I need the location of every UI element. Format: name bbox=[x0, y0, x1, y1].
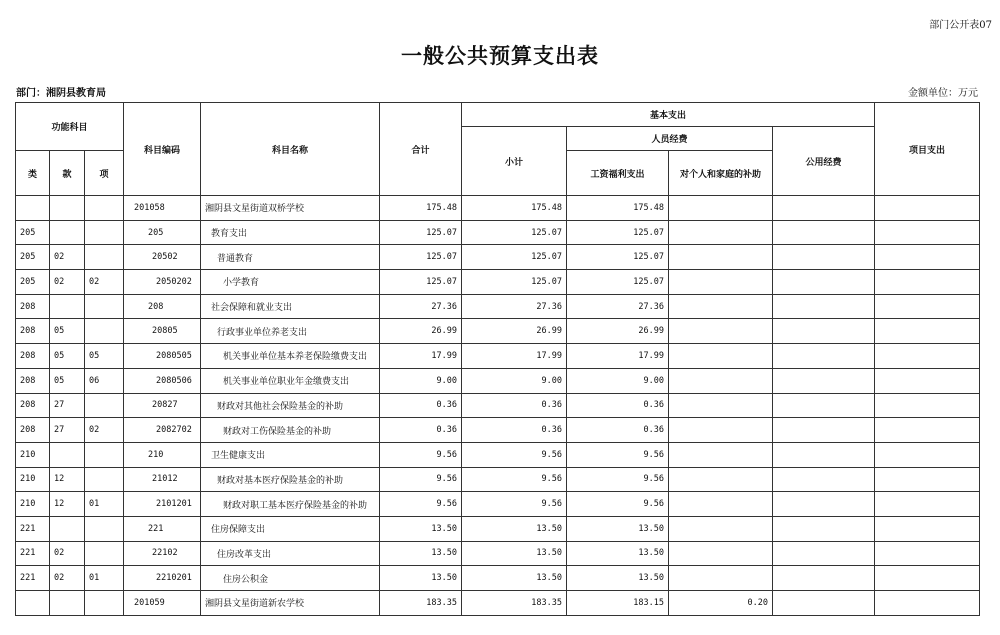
cell-xiang bbox=[85, 442, 124, 467]
cell-xiang: 01 bbox=[85, 566, 124, 591]
cell-kuan: 12 bbox=[50, 467, 85, 492]
cell-project bbox=[875, 442, 980, 467]
cell-code: 221 bbox=[124, 516, 201, 541]
cell-kuan bbox=[50, 196, 85, 221]
cell-public bbox=[773, 245, 875, 270]
cell-name: 普通教育 bbox=[201, 245, 380, 270]
cell-lei: 208 bbox=[16, 344, 50, 369]
cell-project bbox=[875, 541, 980, 566]
cell-xiang bbox=[85, 294, 124, 319]
cell-code: 2080505 bbox=[124, 344, 201, 369]
cell-subtotal: 9.00 bbox=[462, 368, 567, 393]
cell-code: 20502 bbox=[124, 245, 201, 270]
cell-total: 26.99 bbox=[380, 319, 462, 344]
cell-lei bbox=[16, 591, 50, 616]
cell-project bbox=[875, 418, 980, 443]
cell-subtotal: 13.50 bbox=[462, 541, 567, 566]
table-row bbox=[16, 467, 980, 492]
cell-project bbox=[875, 566, 980, 591]
cell-subsidy bbox=[669, 368, 773, 393]
header-subsidy: 对个人和家庭的补助 bbox=[669, 151, 773, 196]
cell-name: 住房公积金 bbox=[201, 566, 380, 591]
table-row bbox=[16, 319, 980, 344]
cell-code: 201059 bbox=[124, 591, 201, 616]
cell-subtotal: 0.36 bbox=[462, 418, 567, 443]
cell-name: 住房保障支出 bbox=[201, 516, 380, 541]
cell-subsidy bbox=[669, 566, 773, 591]
cell-wages: 9.00 bbox=[567, 368, 669, 393]
cell-wages: 175.48 bbox=[567, 196, 669, 221]
cell-public bbox=[773, 393, 875, 418]
table-row bbox=[16, 245, 980, 270]
cell-code: 2082702 bbox=[124, 418, 201, 443]
cell-project bbox=[875, 270, 980, 295]
cell-kuan: 27 bbox=[50, 418, 85, 443]
header-name: 科目名称 bbox=[201, 103, 380, 196]
header-lei: 类 bbox=[16, 151, 50, 196]
cell-xiang bbox=[85, 196, 124, 221]
cell-subtotal: 13.50 bbox=[462, 516, 567, 541]
table-row bbox=[16, 393, 980, 418]
cell-kuan: 05 bbox=[50, 368, 85, 393]
cell-public bbox=[773, 591, 875, 616]
cell-code: 201058 bbox=[124, 196, 201, 221]
cell-subsidy bbox=[669, 245, 773, 270]
cell-subtotal: 27.36 bbox=[462, 294, 567, 319]
cell-subtotal: 9.56 bbox=[462, 492, 567, 517]
cell-code: 21012 bbox=[124, 467, 201, 492]
cell-name: 社会保障和就业支出 bbox=[201, 294, 380, 319]
cell-wages: 9.56 bbox=[567, 442, 669, 467]
cell-total: 27.36 bbox=[380, 294, 462, 319]
cell-subsidy bbox=[669, 492, 773, 517]
cell-code: 22102 bbox=[124, 541, 201, 566]
cell-kuan: 02 bbox=[50, 541, 85, 566]
cell-total: 9.56 bbox=[380, 467, 462, 492]
cell-subsidy: 0.20 bbox=[669, 591, 773, 616]
cell-public bbox=[773, 492, 875, 517]
cell-subsidy bbox=[669, 344, 773, 369]
cell-subtotal: 125.07 bbox=[462, 270, 567, 295]
cell-subsidy bbox=[669, 220, 773, 245]
cell-name: 财政对基本医疗保险基金的补助 bbox=[201, 467, 380, 492]
cell-code: 20827 bbox=[124, 393, 201, 418]
cell-subtotal: 0.36 bbox=[462, 393, 567, 418]
cell-lei: 221 bbox=[16, 541, 50, 566]
cell-subsidy bbox=[669, 319, 773, 344]
cell-total: 183.35 bbox=[380, 591, 462, 616]
cell-subtotal: 9.56 bbox=[462, 442, 567, 467]
cell-xiang bbox=[85, 541, 124, 566]
cell-project bbox=[875, 245, 980, 270]
cell-xiang: 05 bbox=[85, 344, 124, 369]
cell-code: 205 bbox=[124, 220, 201, 245]
cell-code: 208 bbox=[124, 294, 201, 319]
cell-wages: 17.99 bbox=[567, 344, 669, 369]
cell-code: 20805 bbox=[124, 319, 201, 344]
cell-xiang: 06 bbox=[85, 368, 124, 393]
cell-lei: 208 bbox=[16, 368, 50, 393]
table-row bbox=[16, 541, 980, 566]
cell-name: 小学教育 bbox=[201, 270, 380, 295]
cell-kuan: 02 bbox=[50, 270, 85, 295]
cell-public bbox=[773, 541, 875, 566]
cell-subsidy bbox=[669, 196, 773, 221]
cell-wages: 27.36 bbox=[567, 294, 669, 319]
cell-project bbox=[875, 492, 980, 517]
cell-project bbox=[875, 344, 980, 369]
cell-total: 9.00 bbox=[380, 368, 462, 393]
cell-subtotal: 183.35 bbox=[462, 591, 567, 616]
cell-project bbox=[875, 220, 980, 245]
cell-lei: 208 bbox=[16, 294, 50, 319]
cell-subsidy bbox=[669, 467, 773, 492]
cell-public bbox=[773, 319, 875, 344]
cell-xiang: 02 bbox=[85, 418, 124, 443]
header-project: 项目支出 bbox=[875, 103, 980, 196]
cell-wages: 125.07 bbox=[567, 220, 669, 245]
budget-table bbox=[15, 102, 980, 616]
cell-wages: 9.56 bbox=[567, 467, 669, 492]
cell-kuan bbox=[50, 294, 85, 319]
cell-name: 财政对其他社会保险基金的补助 bbox=[201, 393, 380, 418]
cell-subsidy bbox=[669, 516, 773, 541]
cell-wages: 13.50 bbox=[567, 541, 669, 566]
cell-subtotal: 125.07 bbox=[462, 245, 567, 270]
cell-public bbox=[773, 368, 875, 393]
cell-public bbox=[773, 196, 875, 221]
cell-total: 9.56 bbox=[380, 442, 462, 467]
cell-public bbox=[773, 516, 875, 541]
cell-public bbox=[773, 442, 875, 467]
cell-lei: 208 bbox=[16, 418, 50, 443]
cell-code: 2050202 bbox=[124, 270, 201, 295]
cell-subsidy bbox=[669, 418, 773, 443]
cell-wages: 9.56 bbox=[567, 492, 669, 517]
cell-total: 125.07 bbox=[380, 220, 462, 245]
page-title: 一般公共预算支出表 bbox=[401, 43, 599, 68]
cell-wages: 125.07 bbox=[567, 270, 669, 295]
cell-subsidy bbox=[669, 270, 773, 295]
cell-lei: 210 bbox=[16, 442, 50, 467]
header-subtotal: 小计 bbox=[462, 127, 567, 196]
cell-subtotal: 13.50 bbox=[462, 566, 567, 591]
cell-xiang bbox=[85, 393, 124, 418]
cell-kuan bbox=[50, 442, 85, 467]
cell-project bbox=[875, 467, 980, 492]
cell-kuan: 27 bbox=[50, 393, 85, 418]
cell-project bbox=[875, 319, 980, 344]
cell-wages: 13.50 bbox=[567, 566, 669, 591]
table-row bbox=[16, 220, 980, 245]
cell-xiang: 01 bbox=[85, 492, 124, 517]
cell-total: 125.07 bbox=[380, 270, 462, 295]
cell-project bbox=[875, 368, 980, 393]
header-kuan: 款 bbox=[50, 151, 85, 196]
cell-total: 9.56 bbox=[380, 492, 462, 517]
cell-kuan bbox=[50, 220, 85, 245]
department-label: 部门：湘阴县教育局 bbox=[16, 88, 106, 99]
cell-name: 机关事业单位基本养老保险缴费支出 bbox=[201, 344, 380, 369]
cell-wages: 26.99 bbox=[567, 319, 669, 344]
cell-name: 卫生健康支出 bbox=[201, 442, 380, 467]
table-row bbox=[16, 442, 980, 467]
table-row bbox=[16, 344, 980, 369]
table-row bbox=[16, 294, 980, 319]
cell-kuan bbox=[50, 516, 85, 541]
cell-lei: 210 bbox=[16, 467, 50, 492]
header-code: 科目编码 bbox=[124, 103, 201, 196]
cell-xiang: 02 bbox=[85, 270, 124, 295]
cell-kuan: 02 bbox=[50, 245, 85, 270]
cell-lei: 205 bbox=[16, 220, 50, 245]
cell-wages: 183.15 bbox=[567, 591, 669, 616]
cell-subtotal: 17.99 bbox=[462, 344, 567, 369]
cell-name: 湘阴县文星街道双桥学校 bbox=[201, 196, 380, 221]
cell-lei: 208 bbox=[16, 319, 50, 344]
cell-public bbox=[773, 294, 875, 319]
cell-total: 13.50 bbox=[380, 516, 462, 541]
cell-kuan bbox=[50, 591, 85, 616]
header-func: 功能科目 bbox=[16, 103, 124, 151]
table-row bbox=[16, 270, 980, 295]
cell-project bbox=[875, 393, 980, 418]
cell-lei: 221 bbox=[16, 566, 50, 591]
table-row bbox=[16, 492, 980, 517]
cell-project bbox=[875, 516, 980, 541]
cell-subtotal: 125.07 bbox=[462, 220, 567, 245]
cell-xiang bbox=[85, 591, 124, 616]
cell-total: 0.36 bbox=[380, 393, 462, 418]
cell-xiang bbox=[85, 245, 124, 270]
table-row bbox=[16, 566, 980, 591]
cell-kuan: 02 bbox=[50, 566, 85, 591]
cell-lei: 205 bbox=[16, 270, 50, 295]
cell-name: 财政对工伤保险基金的补助 bbox=[201, 418, 380, 443]
cell-subtotal: 26.99 bbox=[462, 319, 567, 344]
cell-name: 行政事业单位养老支出 bbox=[201, 319, 380, 344]
cell-public bbox=[773, 467, 875, 492]
header-public: 公用经费 bbox=[773, 127, 875, 196]
cell-project bbox=[875, 591, 980, 616]
cell-wages: 125.07 bbox=[567, 245, 669, 270]
cell-wages: 0.36 bbox=[567, 418, 669, 443]
cell-subsidy bbox=[669, 294, 773, 319]
header-basic: 基本支出 bbox=[462, 103, 875, 127]
cell-total: 17.99 bbox=[380, 344, 462, 369]
cell-kuan: 05 bbox=[50, 344, 85, 369]
cell-name: 教育支出 bbox=[201, 220, 380, 245]
cell-name: 财政对职工基本医疗保险基金的补助 bbox=[201, 492, 380, 517]
header-wages: 工资福利支出 bbox=[567, 151, 669, 196]
cell-subsidy bbox=[669, 442, 773, 467]
cell-lei: 208 bbox=[16, 393, 50, 418]
cell-subsidy bbox=[669, 541, 773, 566]
cell-public bbox=[773, 418, 875, 443]
cell-subtotal: 9.56 bbox=[462, 467, 567, 492]
cell-name: 住房改革支出 bbox=[201, 541, 380, 566]
cell-code: 2210201 bbox=[124, 566, 201, 591]
cell-total: 13.50 bbox=[380, 566, 462, 591]
cell-total: 13.50 bbox=[380, 541, 462, 566]
cell-name: 机关事业单位职业年金缴费支出 bbox=[201, 368, 380, 393]
cell-total: 125.07 bbox=[380, 245, 462, 270]
cell-project bbox=[875, 294, 980, 319]
cell-code: 2080506 bbox=[124, 368, 201, 393]
cell-kuan: 05 bbox=[50, 319, 85, 344]
cell-public bbox=[773, 270, 875, 295]
table-row bbox=[16, 368, 980, 393]
unit-label: 金额单位：万元 bbox=[908, 88, 978, 99]
cell-lei: 205 bbox=[16, 245, 50, 270]
header-total: 合计 bbox=[380, 103, 462, 196]
cell-kuan: 12 bbox=[50, 492, 85, 517]
header-personnel: 人员经费 bbox=[567, 127, 773, 151]
cell-public bbox=[773, 566, 875, 591]
cell-lei: 221 bbox=[16, 516, 50, 541]
cell-xiang bbox=[85, 220, 124, 245]
cell-public bbox=[773, 344, 875, 369]
cell-lei bbox=[16, 196, 50, 221]
cell-subsidy bbox=[669, 393, 773, 418]
cell-total: 175.48 bbox=[380, 196, 462, 221]
cell-name: 湘阴县文星街道新农学校 bbox=[201, 591, 380, 616]
cell-xiang bbox=[85, 467, 124, 492]
cell-subtotal: 175.48 bbox=[462, 196, 567, 221]
cell-xiang bbox=[85, 319, 124, 344]
table-body bbox=[16, 196, 980, 616]
table-row bbox=[16, 196, 980, 221]
cell-code: 210 bbox=[124, 442, 201, 467]
cell-lei: 210 bbox=[16, 492, 50, 517]
cell-total: 0.36 bbox=[380, 418, 462, 443]
cell-project bbox=[875, 196, 980, 221]
table-row bbox=[16, 591, 980, 616]
cell-wages: 13.50 bbox=[567, 516, 669, 541]
cell-wages: 0.36 bbox=[567, 393, 669, 418]
cell-public bbox=[773, 220, 875, 245]
table-row bbox=[16, 418, 980, 443]
table-row bbox=[16, 516, 980, 541]
document-tag: 部门公开表07 bbox=[929, 20, 992, 31]
header-xiang: 项 bbox=[85, 151, 124, 196]
cell-xiang bbox=[85, 516, 124, 541]
cell-code: 2101201 bbox=[124, 492, 201, 517]
